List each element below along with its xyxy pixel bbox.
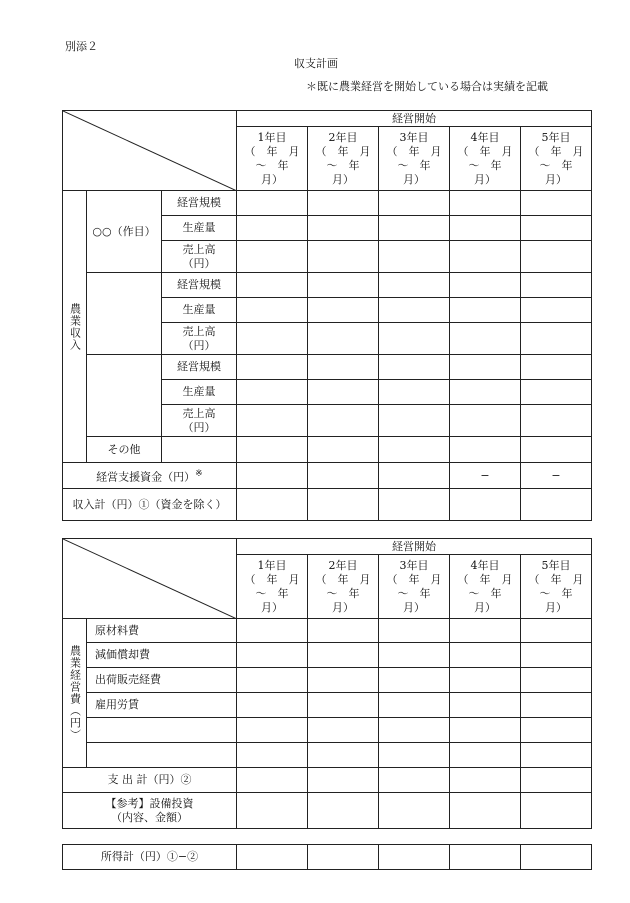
cell[interactable]	[450, 191, 521, 216]
section-label-income: 農業収入	[63, 191, 87, 463]
cell[interactable]	[450, 793, 521, 829]
cell[interactable]	[379, 273, 450, 298]
cell[interactable]	[379, 437, 450, 463]
cell[interactable]	[237, 405, 308, 437]
dash-cell: −	[521, 463, 592, 489]
cell[interactable]	[521, 241, 592, 273]
cell[interactable]	[379, 643, 450, 668]
cell[interactable]	[521, 668, 592, 693]
cell[interactable]	[308, 298, 379, 323]
cell[interactable]	[379, 298, 450, 323]
cell[interactable]	[450, 668, 521, 693]
cell[interactable]	[521, 743, 592, 768]
cell[interactable]	[308, 718, 379, 743]
cell[interactable]	[450, 693, 521, 718]
crop-label: ○○（作目）	[87, 191, 162, 273]
cell[interactable]	[521, 191, 592, 216]
cell[interactable]	[521, 437, 592, 463]
cell[interactable]	[379, 768, 450, 793]
cell[interactable]	[237, 718, 308, 743]
cell[interactable]	[237, 743, 308, 768]
cell[interactable]	[379, 380, 450, 405]
cell[interactable]	[237, 437, 308, 463]
metric-output: 生産量	[162, 298, 237, 323]
cell[interactable]	[237, 768, 308, 793]
cell[interactable]	[521, 355, 592, 380]
expense-table	[62, 538, 592, 829]
year-header: 2年目 （ 年 月 〜 年 月）	[308, 555, 379, 619]
cell[interactable]	[379, 355, 450, 380]
cell[interactable]	[450, 241, 521, 273]
cell[interactable]	[237, 463, 308, 489]
expense-item-materials: 原材料費	[87, 619, 237, 643]
corner-diagonal-cell	[63, 111, 237, 191]
expense-item-blank[interactable]	[87, 743, 237, 768]
cell[interactable]	[237, 216, 308, 241]
cell[interactable]	[237, 380, 308, 405]
cell[interactable]	[521, 489, 592, 521]
annex-label: 別添２	[65, 40, 98, 53]
metric-output: 生産量	[162, 380, 237, 405]
other-label: その他	[87, 437, 162, 463]
cell[interactable]	[450, 619, 521, 643]
cell[interactable]	[308, 768, 379, 793]
cell[interactable]	[308, 463, 379, 489]
cell[interactable]	[308, 845, 379, 870]
metric-scale: 経営規模	[162, 273, 237, 298]
year-header: 4年目 （ 年 月 〜 年 月）	[450, 127, 521, 191]
year-header: 3年目 （ 年 月 〜 年 月）	[379, 127, 450, 191]
cell[interactable]	[379, 619, 450, 643]
note-text: ＊既に農業経営を開始している場合は実績を記載	[306, 80, 548, 93]
expense-item-blank[interactable]	[87, 718, 237, 743]
cell[interactable]	[308, 405, 379, 437]
income-total-table	[62, 844, 592, 870]
cell[interactable]	[521, 718, 592, 743]
net-income-label: 所得計（円）①−②	[63, 845, 237, 870]
cell[interactable]	[450, 845, 521, 870]
cell[interactable]	[308, 380, 379, 405]
cell[interactable]	[450, 437, 521, 463]
reference-investment-label: 【参考】設備投資 （内容、金額）	[63, 793, 237, 829]
cell[interactable]	[450, 298, 521, 323]
corner-diagonal-cell	[63, 539, 237, 619]
cell[interactable]	[308, 273, 379, 298]
cell[interactable]	[308, 668, 379, 693]
cell[interactable]	[308, 743, 379, 768]
cell[interactable]	[450, 768, 521, 793]
cell[interactable]	[450, 380, 521, 405]
year-header: 2年目 （ 年 月 〜 年 月）	[308, 127, 379, 191]
cell[interactable]	[308, 241, 379, 273]
cell[interactable]	[237, 355, 308, 380]
support-mark: ※	[195, 467, 203, 479]
year-header: 4年目 （ 年 月 〜 年 月）	[450, 555, 521, 619]
cell[interactable]	[379, 743, 450, 768]
cell[interactable]	[521, 693, 592, 718]
cell[interactable]	[379, 668, 450, 693]
cell[interactable]	[379, 693, 450, 718]
cell[interactable]	[379, 241, 450, 273]
diagonal-line	[63, 111, 237, 191]
cell[interactable]	[237, 693, 308, 718]
expense-item-labor: 雇用労賃	[87, 693, 237, 718]
cell[interactable]	[450, 273, 521, 298]
cell[interactable]	[237, 668, 308, 693]
cell[interactable]	[521, 216, 592, 241]
cell[interactable]	[308, 216, 379, 241]
cell[interactable]	[521, 768, 592, 793]
page-title: 収支計画	[294, 57, 338, 70]
cell[interactable]	[450, 718, 521, 743]
period-header: 経営開始	[237, 111, 592, 127]
cell[interactable]	[237, 241, 308, 273]
cell[interactable]	[237, 298, 308, 323]
expense-item-depreciation: 減価償却費	[87, 643, 237, 668]
metric-sales: 売上高（円）	[162, 323, 237, 355]
cell[interactable]	[379, 793, 450, 829]
cell[interactable]	[379, 191, 450, 216]
year-header: 5年目 （ 年 月 〜 年 月）	[521, 555, 592, 619]
cell[interactable]	[308, 355, 379, 380]
cell[interactable]	[308, 323, 379, 355]
cell[interactable]	[237, 323, 308, 355]
cell[interactable]	[308, 693, 379, 718]
cell[interactable]	[379, 216, 450, 241]
cell[interactable]	[521, 380, 592, 405]
period-header: 経営開始	[237, 539, 592, 555]
year-header: 1年目 （ 年 月 〜 年 月）	[237, 127, 308, 191]
diagonal-line	[63, 539, 237, 619]
cell[interactable]	[237, 191, 308, 216]
cell[interactable]	[450, 489, 521, 521]
year-header: 1年目 （ 年 月 〜 年 月）	[237, 555, 308, 619]
cell[interactable]	[237, 619, 308, 643]
section-label-expense: 農業経営費（円）	[63, 619, 87, 768]
year-header: 5年目 （ 年 月 〜 年 月）	[521, 127, 592, 191]
cell[interactable]	[521, 643, 592, 668]
metric-output: 生産量	[162, 216, 237, 241]
metric-sales: 売上高（円）	[162, 241, 237, 273]
metric-sales: 売上高（円）	[162, 405, 237, 437]
cell[interactable]	[450, 743, 521, 768]
cell[interactable]	[521, 298, 592, 323]
cell[interactable]	[521, 619, 592, 643]
cell[interactable]	[379, 323, 450, 355]
cell[interactable]	[521, 323, 592, 355]
cell[interactable]	[450, 323, 521, 355]
cell[interactable]	[379, 463, 450, 489]
cell[interactable]	[237, 643, 308, 668]
cell[interactable]	[237, 273, 308, 298]
expense-total-label: 支 出 計（円）②	[63, 768, 237, 793]
cell[interactable]	[308, 191, 379, 216]
cell[interactable]	[308, 619, 379, 643]
income-total-label: 収入計（円）①（資金を除く）	[63, 489, 237, 521]
crop-label-empty[interactable]	[87, 273, 162, 355]
cell[interactable]	[379, 489, 450, 521]
cell[interactable]	[379, 718, 450, 743]
income-table	[62, 110, 592, 521]
dash-cell: −	[450, 463, 521, 489]
year-header: 3年目 （ 年 月 〜 年 月）	[379, 555, 450, 619]
support-label: 経営支援資金（円）※	[63, 463, 237, 489]
cell[interactable]	[521, 845, 592, 870]
cell[interactable]	[237, 793, 308, 829]
cell[interactable]	[379, 845, 450, 870]
cell[interactable]	[308, 489, 379, 521]
cell[interactable]	[308, 437, 379, 463]
crop-label-empty[interactable]	[87, 355, 162, 437]
other-blank[interactable]	[162, 437, 237, 463]
cell[interactable]	[450, 643, 521, 668]
metric-scale: 経営規模	[162, 191, 237, 216]
cell[interactable]	[308, 643, 379, 668]
cell[interactable]	[450, 355, 521, 380]
cell[interactable]	[521, 273, 592, 298]
cell[interactable]	[450, 405, 521, 437]
cell[interactable]	[521, 405, 592, 437]
cell[interactable]	[379, 405, 450, 437]
cell[interactable]	[237, 489, 308, 521]
metric-scale: 経営規模	[162, 355, 237, 380]
cell[interactable]	[521, 793, 592, 829]
cell[interactable]	[308, 793, 379, 829]
expense-item-shipping: 出荷販売経費	[87, 668, 237, 693]
cell[interactable]	[450, 216, 521, 241]
cell[interactable]	[237, 845, 308, 870]
